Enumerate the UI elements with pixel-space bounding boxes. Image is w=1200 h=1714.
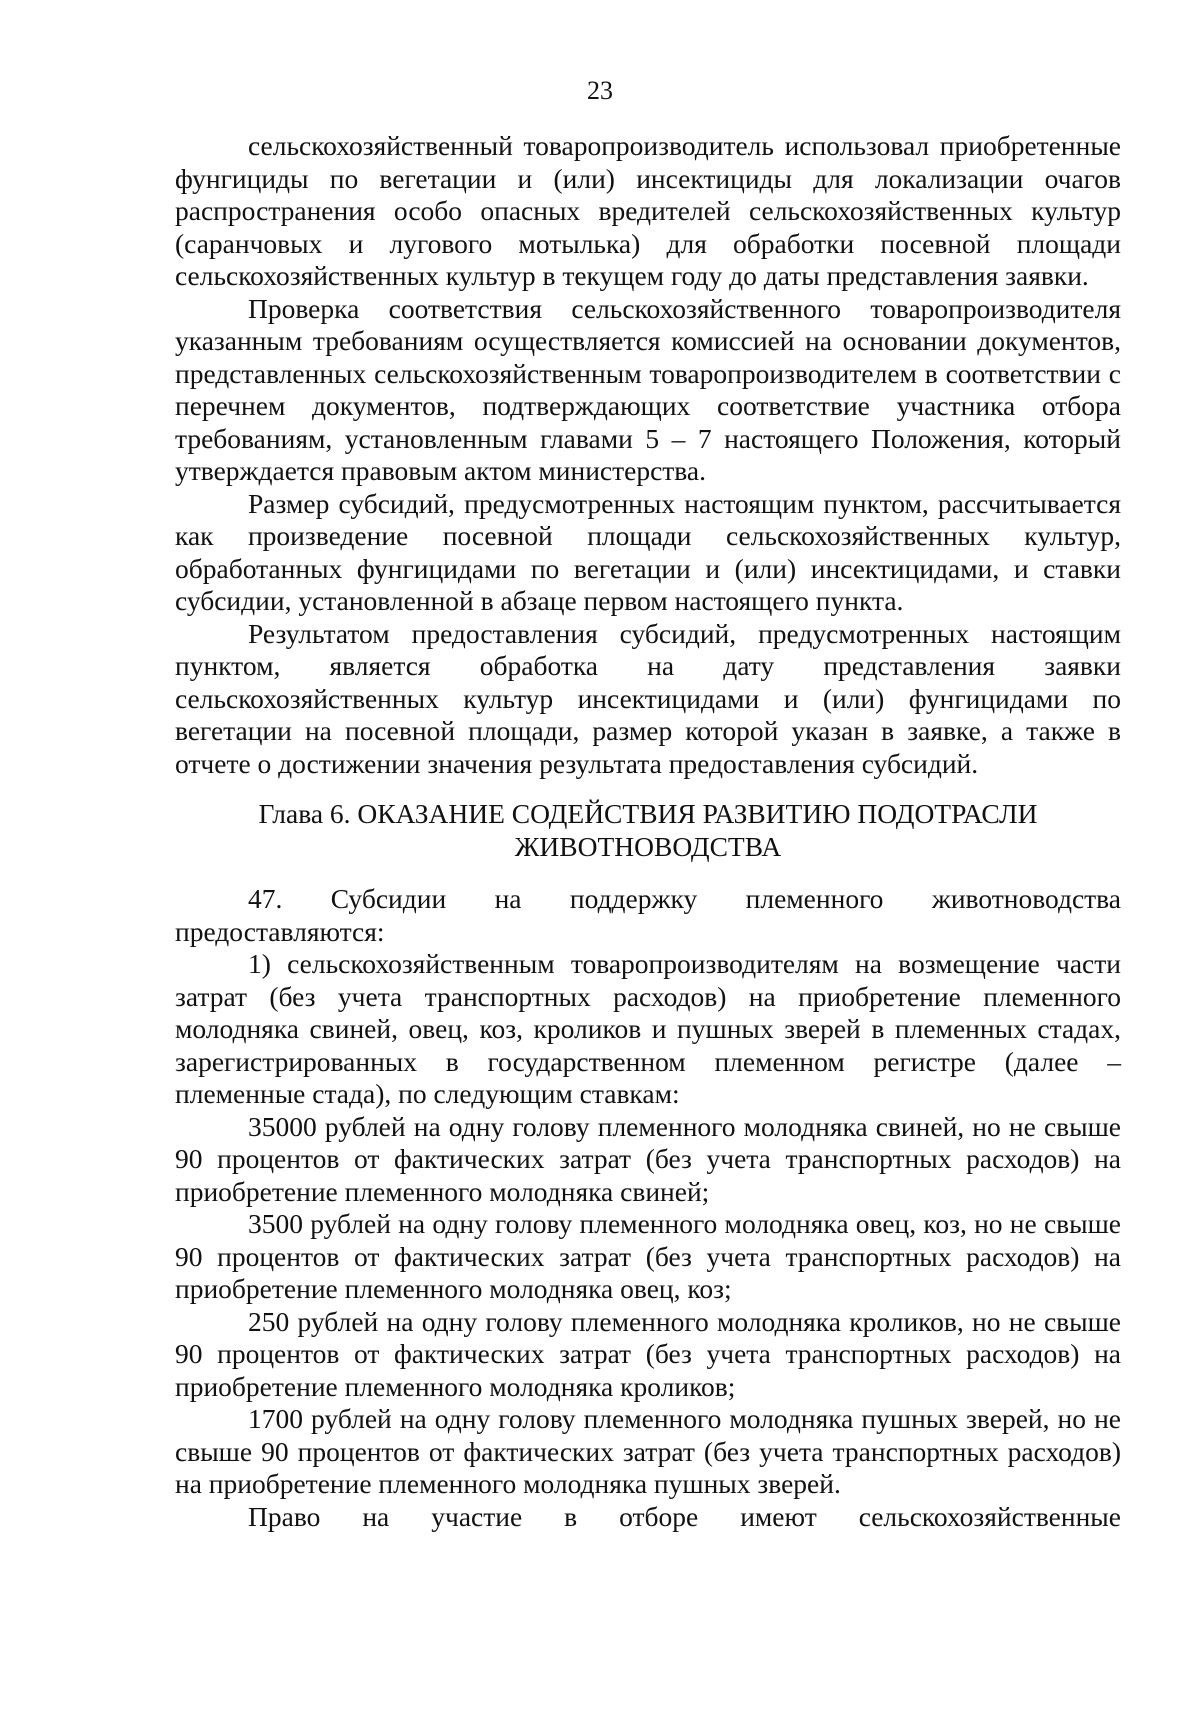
- paragraph: Результатом предоставления субсидий, предусмотренных настоящим пунктом, является обработка на дату представления заявки сельскохозяйственных культур инсектицидами и (или) фунгицидами по вегетации на посевной площади, размер которой указан в заявке, а также в отчете о достижении значения результата предоставления субсидий.: [175, 617, 1121, 779]
- paragraph: 3500 рублей на одну голову племенного молодняка овец, коз, но не свыше 90 процентов от фактических затрат (без учета транспортных расходов) на приобретение племенного молодняка овец, коз;: [175, 1208, 1121, 1304]
- body-text-top: [175, 130, 1121, 1533]
- chapter-heading-line-2: ЖИВОТНОВОДСТВА: [514, 830, 782, 862]
- paragraph: 47. Субсидии на поддержку племенного животноводства предоставляются:: [175, 883, 1121, 947]
- paragraph: сельскохозяйственный товаропроизводитель использовал приобретенные фунгициды по вегетации и (или) инсектициды для локализации очагов распространения особо опасных вредителей сельскохозяйственных культур (саранчовых и лугового мотылька) для обработки посевной площади сельскохозяйственных культур в текущем году до даты представления заявки.: [175, 130, 1121, 291]
- paragraph: 35000 рублей на одну голову племенного молодняка свиней, но не свыше 90 процентов от фактических затрат (без учета транспортных расходов) на приобретение племенного молодняка свиней;: [175, 1110, 1121, 1207]
- chapter-heading-line-1: Глава 6. ОКАЗАНИЕ СОДЕЙСТВИЯ РАЗВИТИЮ ПОДОТРАСЛИ: [258, 798, 1038, 829]
- page-number: 23: [587, 76, 613, 105]
- paragraph-continued: Право на участие в отборе имеют сельскохозяйственные: [248, 1500, 1121, 1532]
- paragraph: 1) сельскохозяйственным товаропроизводителям на возмещение части затрат (без учета транспортных расходов) на приобретение племенного молодняка свиней, овец, коз, кроликов и пушных зверей в племенных стадах, зарегистрированных в государственном племенном регистре (далее – племенные стада), по следующим ставкам:: [175, 948, 1121, 1109]
- paragraph: 250 рублей на одну голову племенного молодняка кроликов, но не свыше 90 процентов от фактических затрат (без учета транспортных расходов) на приобретение племенного молодняка кроликов;: [175, 1305, 1121, 1402]
- paragraph: Размер субсидий, предусмотренных настоящим пунктом, рассчитывается как произведение посевной площади сельскохозяйственных культур, обработанных фунгицидами по вегетации и (или) инсектицидами, и ставки субсидии, установленной в абзаце первом настоящего пункта.: [175, 487, 1121, 616]
- paragraph: Проверка соответствия сельскохозяйственного товаропроизводителя указанным требованиям осуществляется комиссией на основании документов, представленных сельскохозяйственным товаропроизводителем в соответствии с перечнем документов, подтверждающих соответствие участника отбора требованиям, установленным главами 5 – 7 настоящего Положения, который утверждается правовым актом министерства.: [175, 292, 1121, 486]
- chapter-heading: [175, 798, 1121, 863]
- paragraph: 1700 рублей на одну голову племенного молодняка пушных зверей, но не свыше 90 процентов от фактических затрат (без учета транспортных расходов) на приобретение племенного молодняка пушных зверей.: [175, 1403, 1121, 1499]
